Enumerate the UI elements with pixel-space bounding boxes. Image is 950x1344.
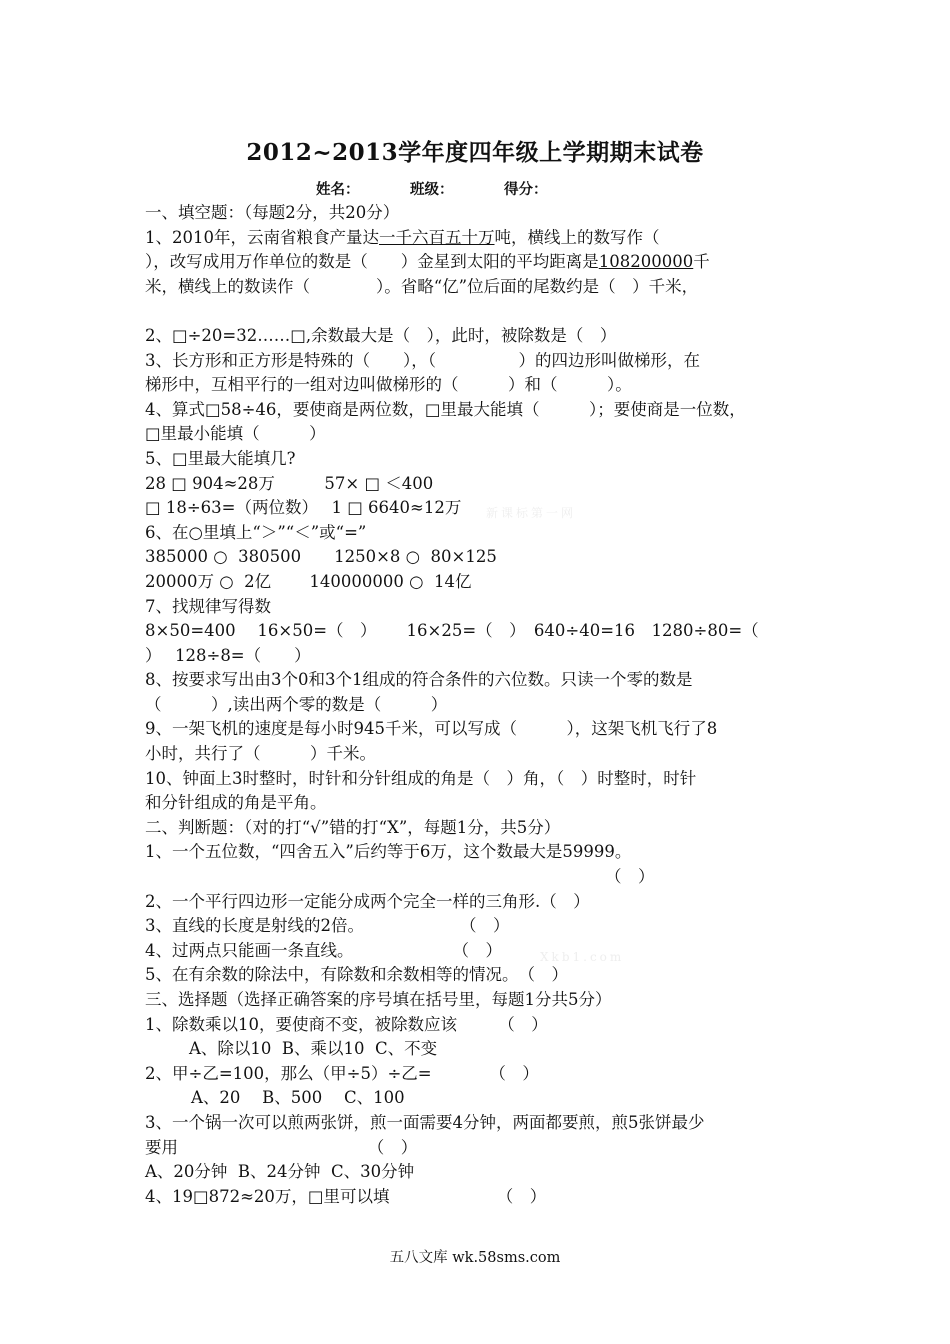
question-line: 梯形中，互相平行的一组对边叫做梯形的（ ）和（ ）。	[145, 375, 632, 395]
question-line: □里最小能填（ ）	[145, 424, 326, 444]
text-run: 吨，横线上的数写作（	[494, 227, 660, 247]
question-line	[145, 250, 815, 275]
exam-body	[145, 201, 815, 1209]
answer-options: A、20 B、500 C、100	[191, 1088, 405, 1108]
question-line: 7、找规律写得数	[145, 596, 271, 616]
question-line: 4、19□872≈20万，□里可以填 （ ）	[145, 1186, 547, 1206]
question-line: 8×50=400 16×50=（ ） 16×25=（ ） 640÷40=16 1280÷80=（	[145, 621, 759, 641]
question-line: 385000 ○ 380500 1250×8 ○ 80×125	[145, 547, 497, 567]
text-run: 千	[693, 252, 710, 272]
question-line: 9、一架飞机的速度是每小时945千米，可以写成（ ），这架飞机飞行了8	[145, 719, 718, 739]
question-line: 2、□÷20=32……□,余数最大是（ ），此时，被除数是（ ）	[145, 325, 617, 345]
score-label: 得分：	[503, 181, 548, 198]
question-line: 5、□里最大能填几?	[145, 448, 296, 468]
text-run: ），改写成用万作单位的数是（ ）金星到太阳的平均距离是	[145, 252, 599, 272]
question-line: 和分针组成的角是平角。	[145, 793, 327, 813]
question-line: 6、在○里填上“＞”“＜”或“=”	[145, 522, 367, 542]
underlined-text: 一千六百五十万	[379, 227, 495, 247]
question-line: 3、长方形和正方形是特殊的（ ），（ ）的四边形叫做梯形，在	[145, 350, 700, 370]
page-title: 2012~2013学年度四年级上学期期末试卷	[246, 139, 704, 166]
question-line	[145, 226, 815, 251]
question-line: 4、算式□58÷46，要使商是两位数，□里最大能填（ ）；要使商是一位数，	[145, 399, 746, 419]
blank-line	[145, 299, 815, 324]
question-line: 1、一个五位数，“四舍五入”后约等于6万，这个数最大是59999。	[145, 842, 632, 862]
question-line: 小时，共行了（ ）千米。	[145, 744, 376, 764]
question-line: 2、甲÷乙=100，那么（甲÷5）÷乙= （ ）	[145, 1063, 539, 1083]
student-info-row	[316, 178, 547, 199]
question-line: 5、在有余数的除法中，有除数和余数相等的情况。 （ ）	[145, 965, 568, 985]
question-line: 米，横线上的数读作（ ）。省略“亿”位后面的尾数约是（ ）千米，	[145, 276, 699, 296]
question-line: 3、直线的长度是射线的2倍。 （ ）	[145, 916, 510, 936]
question-line: 2、一个平行四边形一定能分成两个完全一样的三角形.（ ）	[145, 891, 590, 911]
watermark: Xkb1.com	[540, 950, 625, 964]
question-line: 1、除数乘以10，要使商不变，被除数应该 （ ）	[145, 1014, 548, 1034]
answer-options: A、20分钟 B、24分钟 C、30分钟	[145, 1162, 415, 1182]
question-line: 4、过两点只能画一条直线。 （ ）	[145, 940, 502, 960]
answer-options: A、除以10 B、乘以10 C、不变	[189, 1039, 438, 1059]
underlined-text: 108200000	[598, 252, 694, 272]
question-line: 8、按要求写出由3个0和3个1组成的符合条件的六位数。只读一个零的数是	[145, 670, 693, 690]
text-run: 1、2010年，云南省粮食产量达	[145, 227, 379, 247]
question-line: 28 □ 904≈28万 57× □ ＜400	[145, 473, 434, 493]
question-line: 20000万 ○ 2亿 140000000 ○ 14亿	[145, 571, 472, 591]
footer-text: 五八文库 wk.58sms.com	[389, 1250, 561, 1266]
question-line: 要用 （ ）	[145, 1137, 418, 1157]
question-line: ） 128÷8=（ ）	[145, 645, 311, 665]
question-line: 10、钟面上3时整时，时针和分针组成的角是（ ）角，（ ）时整时，时针	[145, 768, 697, 788]
section-header: 三、选择题（选择正确答案的序号填在括号里，每题1分共5分）	[145, 990, 612, 1009]
answer-bracket: （ ）	[605, 867, 655, 887]
watermark: 新课标第一网	[486, 506, 577, 520]
class-label: 班级：	[409, 181, 454, 198]
question-line: （ ）,读出两个零的数是（ ）	[145, 694, 448, 714]
question-line: □ 18÷63=（两位数） 1 □ 6640≈12万	[145, 498, 462, 518]
section-header: 一、填空题：（每题2分，共20分）	[145, 203, 400, 222]
question-line: 3、一个锅一次可以煎两张饼，煎一面需要4分钟，两面都要煎，煎5张饼最少	[145, 1112, 705, 1132]
name-label: 姓名：	[316, 181, 360, 198]
section-header: 二、判断题：（对的打“√”错的打“X”，每题1分，共5分）	[145, 817, 561, 837]
